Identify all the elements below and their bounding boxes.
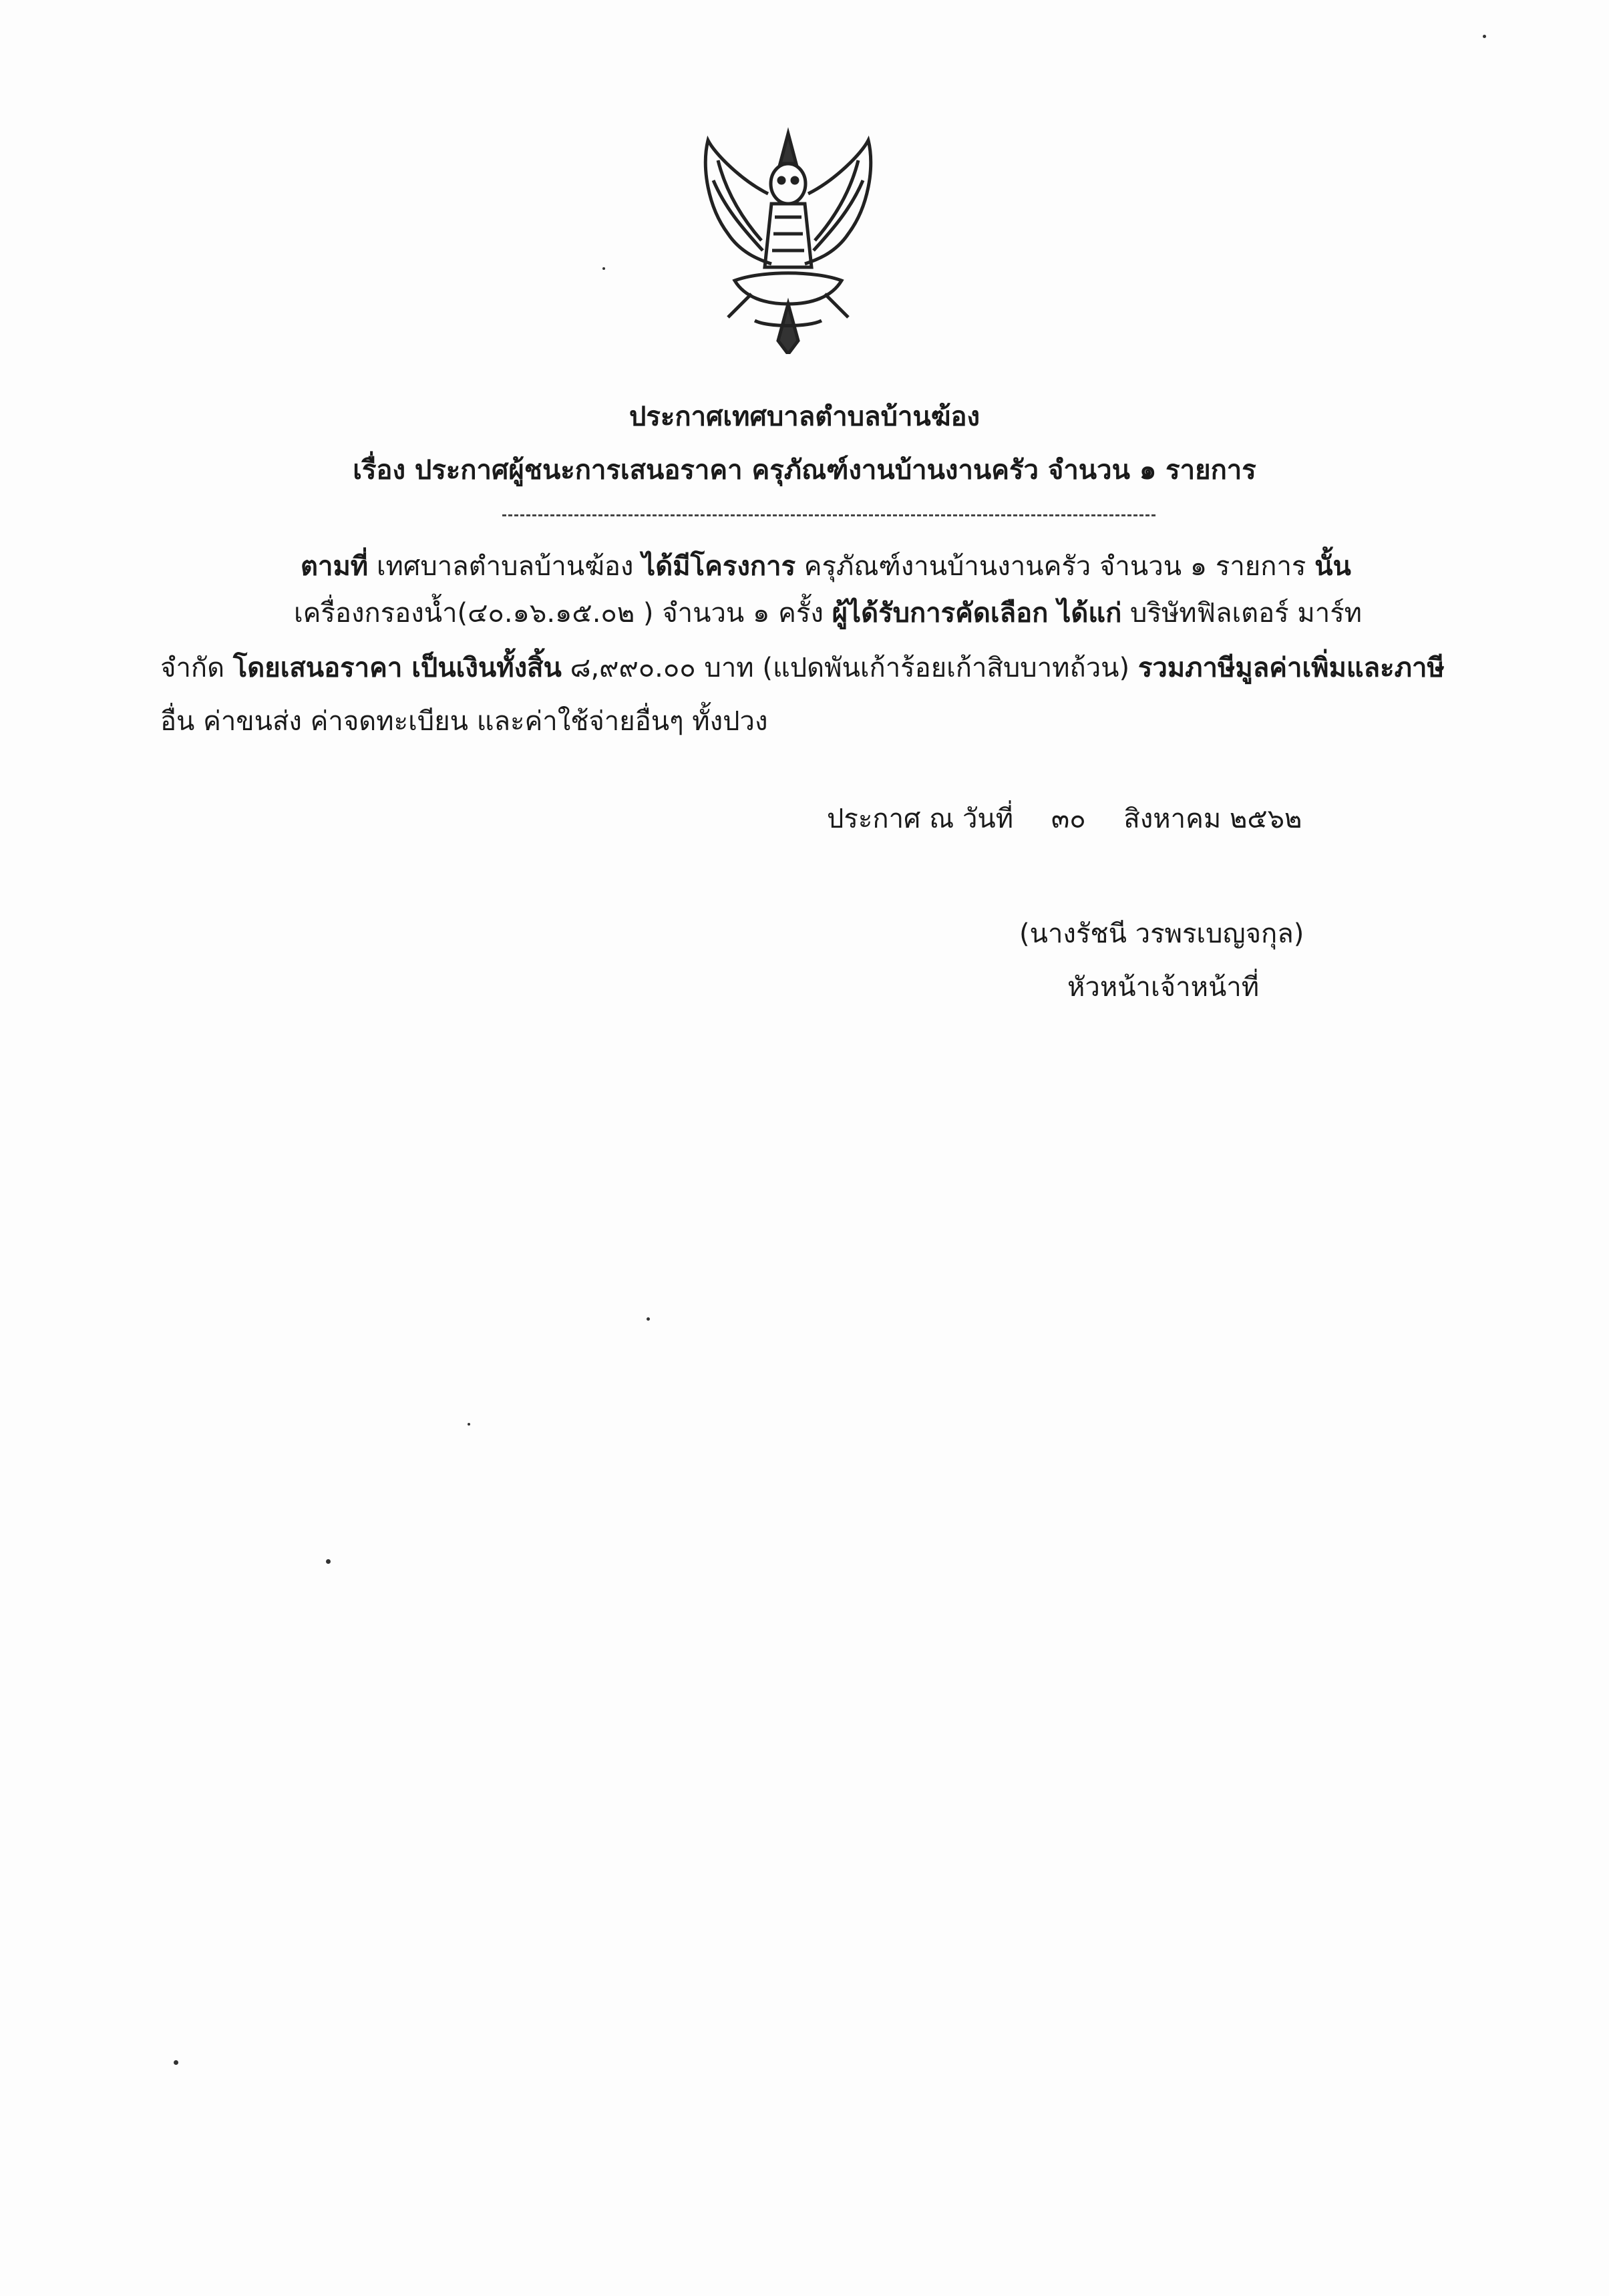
subject-label: เรื่อง xyxy=(353,455,405,486)
body-line-3 xyxy=(160,649,1445,687)
announce-day: ๓๐ xyxy=(1051,804,1086,834)
body-text: อื่น ค่าขนส่ง ค่าจดทะเบียน และค่าใช้จ่ายอื่นๆ ทั้งปวง xyxy=(160,706,768,737)
announce-month-year: สิงหาคม ๒๕๖๒ xyxy=(1123,804,1302,834)
body-text: ตามที่ xyxy=(301,551,369,582)
scan-speck xyxy=(1483,35,1486,38)
subject-text: ประกาศผู้ชนะการเสนอราคา ครุภัณฑ์งานบ้านงานครัว จำนวน ๑ รายการ xyxy=(414,455,1256,486)
document-subject xyxy=(0,452,1609,489)
scan-speck xyxy=(468,1423,470,1426)
body-line-1 xyxy=(301,548,1351,585)
body-text: จำกัด xyxy=(160,653,233,683)
announce-date xyxy=(827,800,1302,838)
scan-speck xyxy=(326,1559,331,1564)
scan-speck xyxy=(602,267,605,270)
document-title: ประกาศเทศบาลตำบลบ้านฆ้อง xyxy=(629,401,980,432)
scan-speck xyxy=(174,2060,178,2065)
scan-speck xyxy=(647,1317,650,1321)
signature-name: (นางรัชนี วรพรเบญจกุล) xyxy=(1019,919,1304,949)
body-text: ได้มีโครงการ xyxy=(642,551,796,582)
header-divider xyxy=(502,514,1155,516)
body-text: ครุภัณฑ์งานบ้านงานครัว จำนวน ๑ รายการ xyxy=(795,551,1315,582)
body-text: โดยเสนอราคา เป็นเงินทั้งสิ้น xyxy=(232,653,562,683)
signature-position: หัวหน้าเจ้าหน้าที่ xyxy=(1067,972,1260,1003)
body-text: รวมภาษีมูลค่าเพิ่มและภาษี xyxy=(1137,653,1445,683)
garuda-emblem-icon xyxy=(688,127,888,354)
body-text: ผู้ได้รับการคัดเลือก ได้แก่ xyxy=(832,598,1122,629)
body-text: นั้น xyxy=(1314,551,1351,582)
body-line-2 xyxy=(294,595,1362,632)
announce-label: ประกาศ ณ วันที่ xyxy=(827,804,1014,834)
body-text: เทศบาลตำบลบ้านฆ้อง xyxy=(368,551,643,582)
body-line-4 xyxy=(160,703,768,740)
body-text: เครื่องกรองน้ำ(๔๐.๑๖.๑๕.๐๒ ) จำนวน ๑ ครั้ง xyxy=(294,598,832,629)
body-text: ๘,๙๙๐.๐๐ บาท (แปดพันเก้าร้อยเก้าสิบบาทถ้วน) xyxy=(561,653,1138,683)
body-text: บริษัทฟิลเตอร์ มาร์ท xyxy=(1121,598,1363,629)
